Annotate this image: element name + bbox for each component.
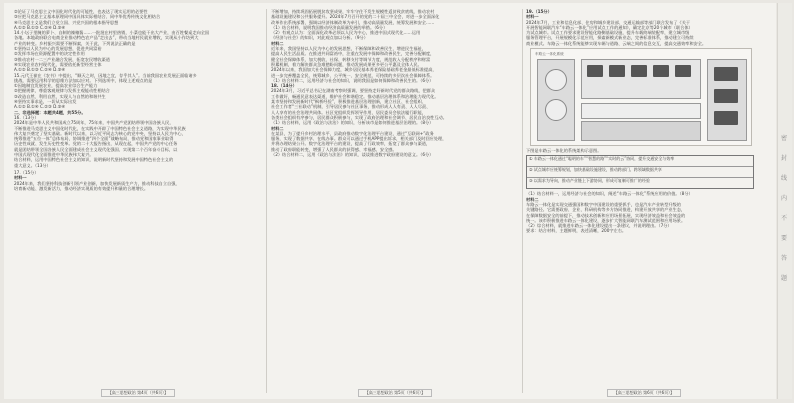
column-divider bbox=[522, 9, 523, 393]
question-16-line: 就是团结带领全国各族人民全面建成社会主义现代化强国、实现第二个百年奋斗目标，以 bbox=[14, 146, 178, 152]
node-icon bbox=[587, 65, 603, 77]
question-14-line: ④实现农业农村现代化，需要依托新型经营主体 bbox=[14, 61, 102, 67]
material-heading: 材料二 bbox=[271, 125, 284, 131]
question-14-line: 各地。本地政府联合电商企业推动特色农产品“走出去”，带动当地村民就业增收，实现从小作坊到大 bbox=[14, 35, 199, 41]
page-footer bbox=[14, 388, 262, 397]
signal-icon bbox=[714, 89, 738, 103]
text-line: 在保障数据安全的前提下，推动技术创新和应用场景拓展，实现经济效益和社会效益的 bbox=[526, 212, 686, 218]
text-line: （2）有观点认为：全面深化改革必须以人民为中心，推进中国式现代化……运用 bbox=[271, 30, 421, 36]
footer-label: 【高三思想政治 第6页（共6页）】 bbox=[607, 389, 681, 397]
question-14-line: 14.小坛子里腌的萝卜、自制的辣椒酱……一批批在村里热销，小菜也能干出大产业，由百姓餐桌走向全国 bbox=[14, 30, 210, 36]
question-15-line: ③改造自然、利用自然，实现人与自然的和谐共生 bbox=[14, 93, 106, 99]
question-16-line: 16.（13分） bbox=[14, 114, 39, 120]
question-14-line: ②发挥市场在资源配置中的决定性作用 bbox=[14, 51, 85, 57]
table-row: ③ 以需求为导向，推动产业链上下游协同，形成可复制可推广的经验 bbox=[527, 177, 753, 188]
text-line: ②论证了马克思主义中国化时代化的可能性，也表达了现实运用的必要性 bbox=[14, 9, 148, 14]
question-16-line: 中国式现代化全面推进中华民族伟大复兴。 bbox=[14, 152, 94, 158]
text-line: ④马克思主义是我们立党立国、兴党兴国的根本指导思想 bbox=[14, 19, 119, 25]
column-left bbox=[14, 9, 262, 387]
text-line: 工作做好，畅通民意表达渠道，维护社会和谐稳定。推动基层治理体系和治理能力现代化。 bbox=[271, 93, 439, 99]
question-16-line: 历史性成就、发生历史性变革。党的二十大报告指出，从现在起，中国共产党的中心任务 bbox=[14, 141, 178, 147]
text-line: 开展智能网联汽车“车路云一体化”应用试点工作的通知》，确定北京等20个城市（联合体） bbox=[526, 24, 693, 30]
text-line: 并将办理结果公开。数字化治理平台的建设，提高了行政效率，拓宽了群众参与渠道， bbox=[271, 141, 431, 147]
question-16-line: 结合材料，运用中国特色社会主义的知识，说明新时代坚持和发展中国特色社会主义的 bbox=[14, 157, 174, 163]
strip-char: 密 bbox=[781, 135, 788, 142]
text-line: 车路云一体化是实现交通强国和数字中国建设的重要抓手，也是汽车产业转型升级的 bbox=[526, 201, 681, 207]
section-heading: 二、非选择题：本题共4题，共55分。 bbox=[14, 109, 86, 115]
text-line: 积累机制，着力解决群众急难愁盼问题，推动发展成果更多更公平惠及全体人民。 bbox=[271, 61, 422, 67]
column-divider bbox=[266, 9, 267, 393]
question-18-heading: 18.（14分） bbox=[271, 83, 297, 89]
node-icon bbox=[631, 65, 647, 77]
page-footer bbox=[526, 388, 762, 397]
footer-label: 【高三思想政治 第4页（共6页）】 bbox=[101, 389, 175, 397]
diagram-middle-panel bbox=[581, 103, 701, 119]
text-line: 关键路径。它需要政府、企业、科研机构等多方协同推进，构建开放共享的产业生态， bbox=[526, 207, 686, 213]
material-heading: 材料二 bbox=[271, 40, 284, 46]
text-line: 人人享有的社会治理共同体。社区党组织发挥领导作用，居民委员会依法履行职能， bbox=[271, 109, 426, 115]
system-diagram bbox=[530, 48, 752, 146]
text-line: 在某县，为了提升乡村治理水平，县政府推动数字化治理平台建设，通过“互联网+”政务 bbox=[271, 130, 434, 136]
material-heading: 材料一 bbox=[526, 14, 539, 20]
exam-sheet bbox=[4, 3, 776, 399]
cloud-icon bbox=[545, 69, 567, 91]
text-line: 要求：结合材料，主题鲜明，表述清晰，200字左右。 bbox=[526, 228, 627, 234]
text-line: 某市坚持和发展新时代“枫桥经验”，积极推进基层治理创新，建立社区、社会组织、 bbox=[271, 99, 427, 105]
material-heading: 材料二 bbox=[526, 196, 539, 202]
footer-label: 【高三思想政治 第5页（共6页）】 bbox=[358, 389, 432, 397]
page-footer bbox=[271, 388, 519, 397]
text-line: 为试点城市。试点工作要求建设智能化路侧基础设施，提升车载终端装配率，建立城市级 bbox=[526, 30, 690, 36]
question-16-line: 统筹推进“五位一体”总体布局，协调推进“四个全面”战略布局，推动党和国家事业取得 bbox=[14, 136, 174, 142]
camera-icon bbox=[714, 111, 738, 125]
diagram-title: 车路云一体化系统 bbox=[535, 52, 564, 57]
binding-strip bbox=[777, 3, 792, 399]
question-15-line: ②把握规律，尊重客观规律与发挥主观能动性相结合 bbox=[14, 88, 110, 94]
table-row: ② 试点城市应统筹规划，加快基础设施建设，推动跨部门、跨领域数据共享 bbox=[527, 166, 753, 177]
text-line: 2024年3月，习近平总书记在湖南考察时强调，要坚持走好新时代党的群众路线，把群众 bbox=[271, 88, 436, 94]
question-14-line: A.①② B.①③ C.②④ D.③④ bbox=[14, 67, 66, 73]
text-line: （2）综合材料，就推进车路云一体化建设提出一条建议，并说明理由。（7分） bbox=[526, 223, 672, 229]
strip-char: 不 bbox=[781, 215, 788, 222]
question-15-line: A.①② B.①④ C.②③ D.③④ bbox=[14, 104, 66, 110]
diagram-caption: 下图是车路云一体化的系统架构示意图。 bbox=[526, 148, 602, 154]
text-line: ③应把马克思主义基本原理同中国具体实际相结合、同中华优秀传统文化相结合 bbox=[14, 14, 161, 20]
strip-char: 要 bbox=[781, 235, 788, 242]
material-heading: 材料一 bbox=[14, 175, 27, 181]
question-15-line: ④坚持实事求是，一切从实际出发 bbox=[14, 99, 77, 105]
question-14-line: ③推动农村一二三产业融合发展，拓宽农民增收渠道 bbox=[14, 56, 110, 62]
text-line: 不断增加，持续巩固拓展脱贫攻坚成果，牢牢守住不发生规模性返贫致贫底线，推动农村 bbox=[271, 9, 435, 14]
text-line: 提高人民生活品质。在推进共同富裕中，注重在发展中保障和改善民生，完善分配制度， bbox=[271, 51, 435, 57]
text-line: 服务，实现了数据共享、在线办事。群众可以通过手机APP提出诉求，相关部门及时回应处理， bbox=[271, 136, 447, 142]
question-16-line: 伟大复兴奠定了坚实基础。新时代以来，以习近平同志为核心的党中央，坚持以人民为中心， bbox=[14, 130, 186, 136]
node-icon bbox=[675, 65, 691, 77]
question-15-line: ①因地制宜发展农业，提高农业综合生产能力 bbox=[14, 83, 98, 89]
question-16-line: 重大意义。（13分） bbox=[14, 162, 51, 168]
text-line: 2024年以来，我国加大社会保障力度，城乡居民基本养老保险基础养老金最低标准提高， bbox=[271, 67, 437, 73]
diagram-bottom-panel bbox=[581, 121, 701, 141]
strip-char: 内 bbox=[781, 195, 788, 202]
road-icon bbox=[714, 67, 738, 81]
strip-char: 线 bbox=[781, 175, 788, 182]
question-17-line: 17.（15分） bbox=[14, 169, 39, 175]
question-15-line: 15.元代王祯在《农书》中提出，“顺天之时，因地之宜，存乎其人”。当前我国农业发展正面临诸多 bbox=[14, 72, 197, 78]
strip-char: 答 bbox=[781, 255, 788, 262]
text-line: 健全社会保障体系，加大税收、社保、转移支付等调节力度，规范收入分配秩序和财富 bbox=[271, 56, 431, 62]
text-line: 2024年7月，工业和信息化部、住房和城乡建设部、交通运输部等部门联合发布了《关于 bbox=[526, 19, 691, 25]
column-right bbox=[526, 9, 762, 387]
strip-char: 题 bbox=[781, 275, 788, 282]
text-line: 基础设施建设和公共服务提升。2024年7月召开的党的二十届三中全会，对进一步全面深化 bbox=[271, 14, 440, 20]
node-icon bbox=[609, 65, 625, 77]
material-table bbox=[526, 155, 754, 189]
text-line: （2）结合材料二，运用《政治与法治》的知识，谈谈推进数字政府建设的意义。（6分） bbox=[271, 152, 434, 158]
question-17-line: 培育新动能、激发新活力，推动经济实现质的有效提升和量的合理增长。 bbox=[14, 185, 149, 191]
text-line: 各类社会组织有序参与，居民群众积极参与，实现了政府治理和社会调节、居民自治良性互动。 bbox=[271, 114, 447, 120]
text-line: 统一。该市积极推进车路云一体化建设，逐步扩大智能网联汽车测试范围和应用场景。 bbox=[526, 217, 686, 223]
text-line: 推动了政府职能转变，增强了人民群众的获得感、幸福感、安全感。 bbox=[271, 146, 397, 152]
question-16-line: 2024年是中华人民共和国成立75周年，75年来，中国共产党团结带领中国各族人民， bbox=[14, 120, 174, 126]
text-line: 商业模式。车路云一体化系统能够实现车辆与道路、云端之间的信息交互，提高交通效率和安全。 bbox=[526, 40, 707, 46]
strip-char: 封 bbox=[781, 155, 788, 162]
text-line: 社会工作者“三社联动”机制，引导居民参与社区事务，推动形成人人有责、人人尽责、 bbox=[271, 104, 431, 110]
question-16-line: 不断推进马克思主义中国化时代化，在实践中开辟了中国特色社会主义道路，为实现中华民族 bbox=[14, 125, 186, 131]
text-line: （1）结合材料，运用《政治与法治》的知识，分析该市是如何推进基层治理的。（8分） bbox=[271, 120, 434, 126]
text-line: 进一步完善覆盖全民、统筹城乡、公平统一、安全规范、可持续的多层次社会保障体系。 bbox=[271, 72, 435, 78]
column-middle bbox=[271, 9, 519, 387]
question-19-heading: 19.（15分） bbox=[526, 9, 552, 14]
question-15-line: 挑战，需要运用科学的思维方法加以应对。下列选项中，体现上述观点的是 bbox=[14, 77, 153, 83]
table-row: ① 车路云一体化通过“聪明的车”“智慧的路”“实时的云”协同，提升交通安全与效率 bbox=[529, 156, 675, 162]
text-line: 近年来，我国坚持以人民为中心的发展思想，不断保障和改善民生，增进民生福祉， bbox=[271, 46, 426, 52]
question-17-line: 2024年来，我们坚持科技创新引领产业创新，加快发展新质生产力，推动科技自立自强， bbox=[14, 180, 180, 186]
node-icon bbox=[653, 65, 669, 77]
question-14-line: 产业的转变。乡村振兴需要不断探索，关于此，下列说法正确的是 bbox=[14, 40, 136, 46]
text-line: A.①② B.①③ C.②④ D.③④ bbox=[14, 24, 66, 30]
text-line: 改革作出系统部署，强调以经济体制改革为牵引，推动高质量发展，统筹发展和安全…… bbox=[271, 19, 435, 25]
sub-question: （1）结合材料一，运用经济与社会的知识，阐述“车路云一体化”系统应用的价值。（8分） bbox=[526, 191, 693, 197]
text-line: （1）结合材料二，运用经济与社会的知识，说明我国是如何保障和改善民生的。（6分） bbox=[271, 77, 434, 83]
text-line: 《经济与社会》的知识，对此观点加以分析。（9分） bbox=[271, 35, 368, 41]
text-line: （1）结合材料，说明我国推动经济高质量发展的举措。（6分） bbox=[271, 24, 388, 30]
text-line: 服务管理平台，开展规模化示范应用，探索新模式新业态，完善标准体系，推动建立可持续 bbox=[526, 35, 694, 41]
question-14-line: ①坚持以人民为中心的发展思想，促进共同富裕 bbox=[14, 46, 102, 52]
vehicle-icon bbox=[545, 99, 567, 121]
